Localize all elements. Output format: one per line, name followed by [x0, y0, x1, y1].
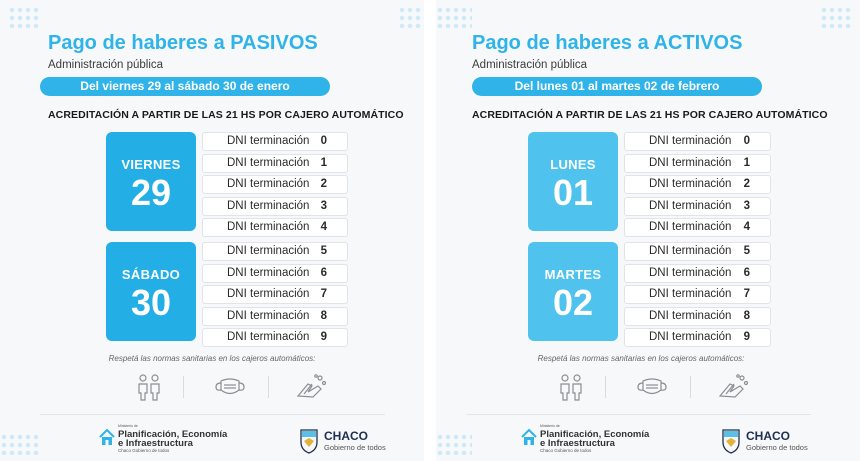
dni-list [202, 242, 348, 350]
day-card [528, 242, 618, 341]
ministry-tagline: Chaco Gobierno de todos [118, 448, 170, 453]
dni-label: DNI terminación [649, 221, 732, 233]
dni-digit: 2 [743, 178, 750, 190]
dni-digit: 3 [743, 199, 750, 212]
dni-label: DNI terminación [649, 135, 732, 147]
dni-list [624, 242, 771, 350]
dni-label: DNI terminación [649, 288, 732, 300]
hand-washing-icon [290, 372, 334, 402]
face-mask-icon [208, 372, 252, 402]
dni-label: DNI terminación [649, 245, 732, 257]
decorative-dots [820, 6, 854, 28]
chaco-name: CHACO [324, 429, 368, 443]
ministry-prefix: Ministerio de [540, 424, 560, 428]
dni-digit: 4 [743, 221, 750, 233]
dni-label: DNI terminación [649, 266, 732, 279]
dni-label: DNI terminación [227, 288, 310, 300]
dni-row [202, 285, 348, 304]
house-logo-icon [520, 428, 538, 446]
chaco-tagline: Gobierno de todos [746, 443, 808, 452]
dni-row [624, 285, 771, 304]
decorative-dots [436, 433, 472, 455]
dni-label: DNI terminación [649, 199, 732, 212]
house-logo-icon [98, 428, 116, 446]
dni-label: DNI terminación [649, 178, 732, 190]
footer-divider [466, 414, 811, 415]
dni-row [624, 154, 771, 173]
dni-row [624, 328, 771, 347]
dni-row [624, 242, 771, 261]
face-mask-icon [630, 372, 674, 402]
dni-digit: 7 [320, 288, 327, 300]
dni-label: DNI terminación [227, 331, 310, 343]
dni-digit: 3 [320, 199, 327, 212]
dni-row [624, 175, 771, 194]
day-name: LUNES [550, 157, 596, 172]
dni-digit: 2 [320, 178, 327, 190]
ministry-name-line2: e Infraestructura [540, 438, 615, 449]
dni-label: DNI terminación [227, 156, 310, 169]
dni-label: DNI terminación [227, 309, 310, 322]
people-distancing-icon [550, 372, 594, 402]
dni-list [624, 132, 771, 240]
dni-label: DNI terminación [649, 331, 732, 343]
day-number: 01 [552, 172, 594, 213]
sanitary-note: Respetá las normas sanitarias en los cajeros automáticos: [537, 354, 745, 363]
dni-row [202, 307, 348, 326]
chaco-tagline: Gobierno de todos [324, 443, 386, 452]
ministry-prefix: Ministerio de [118, 424, 138, 428]
dni-row [202, 175, 348, 194]
ministry-name-line2: e Infraestructura [118, 438, 193, 449]
divider [183, 376, 184, 398]
dni-digit: 9 [743, 331, 750, 343]
accreditation-note: ACREDITACIÓN A PARTIR DE LAS 21 HS POR CAJERO AUTOMÁTICO [472, 109, 828, 121]
activos-panel [436, 0, 860, 461]
dni-digit: 7 [743, 288, 750, 300]
dni-row [202, 132, 348, 151]
dni-row [202, 242, 348, 261]
dni-label: DNI terminación [227, 245, 310, 257]
footer-divider [40, 414, 385, 415]
hand-washing-icon [712, 372, 756, 402]
day-card [106, 132, 196, 231]
dni-label: DNI terminación [227, 178, 310, 190]
pasivos-panel [0, 0, 424, 461]
day-name: VIERNES [121, 157, 181, 172]
dni-row [202, 264, 348, 283]
sanitary-note: Respetá las normas sanitarias en los cajeros automáticos: [108, 354, 316, 363]
dni-label: DNI terminación [649, 156, 732, 169]
dni-row [624, 197, 771, 216]
dni-list [202, 132, 348, 240]
dni-digit: 1 [743, 156, 750, 169]
dni-digit: 9 [320, 331, 327, 343]
ministry-logo [520, 424, 660, 454]
dni-digit: 4 [320, 221, 327, 233]
dni-digit: 6 [743, 266, 750, 279]
dni-digit: 0 [320, 135, 327, 147]
divider [268, 376, 269, 398]
dni-row [624, 218, 771, 237]
divider [690, 376, 691, 398]
dni-digit: 1 [320, 156, 327, 169]
sanitary-icons [118, 372, 338, 404]
day-number: 30 [130, 282, 172, 323]
dni-digit: 0 [743, 135, 750, 147]
day-card [106, 242, 196, 341]
ministry-name-line1: Planificación, Economía [540, 429, 650, 440]
sanitary-icons [540, 372, 760, 404]
decorative-dots [8, 6, 42, 28]
divider [605, 376, 606, 398]
chaco-name: CHACO [746, 429, 790, 443]
decorative-dots [398, 6, 424, 28]
chaco-logo [720, 426, 820, 456]
dni-label: DNI terminación [227, 135, 310, 147]
dni-row [202, 328, 348, 347]
dni-row [624, 132, 771, 151]
people-distancing-icon [128, 372, 172, 402]
date-range-banner: Del lunes 01 al martes 02 de febrero [472, 77, 762, 96]
date-range-banner: Del viernes 29 al sábado 30 de enero [40, 77, 330, 96]
dni-row [202, 197, 348, 216]
decorative-dots [436, 6, 472, 28]
dni-digit: 5 [743, 245, 750, 257]
dni-label: DNI terminación [227, 221, 310, 233]
chaco-shield-icon [298, 426, 320, 454]
dni-digit: 5 [320, 245, 327, 257]
ministry-tagline: Chaco Gobierno de todos [540, 448, 592, 453]
accreditation-note: ACREDITACIÓN A PARTIR DE LAS 21 HS POR CAJERO AUTOMÁTICO [48, 109, 404, 121]
panel-subtitle: Administración pública [472, 59, 588, 71]
day-number: 29 [130, 172, 172, 213]
dni-label: DNI terminación [227, 199, 310, 212]
ministry-logo [98, 424, 238, 454]
dni-row [624, 264, 771, 283]
day-card [528, 132, 618, 231]
panel-title: Pago de haberes a PASIVOS [48, 32, 318, 54]
chaco-shield-icon [720, 426, 742, 454]
decorative-dots [0, 433, 40, 455]
dni-digit: 8 [743, 309, 750, 322]
day-name: SÁBADO [121, 267, 181, 282]
day-name: MARTES [544, 267, 602, 282]
dni-label: DNI terminación [227, 266, 310, 279]
panel-subtitle: Administración pública [48, 59, 164, 71]
day-number: 02 [552, 282, 594, 323]
dni-digit: 6 [320, 266, 327, 279]
dni-row [202, 218, 348, 237]
dni-row [202, 154, 348, 173]
ministry-name-line1: Planificación, Economía [118, 429, 228, 440]
chaco-logo [298, 426, 398, 456]
dni-digit: 8 [320, 309, 327, 322]
panel-title: Pago de haberes a ACTIVOS [472, 32, 743, 54]
dni-label: DNI terminación [649, 309, 732, 322]
dni-row [624, 307, 771, 326]
